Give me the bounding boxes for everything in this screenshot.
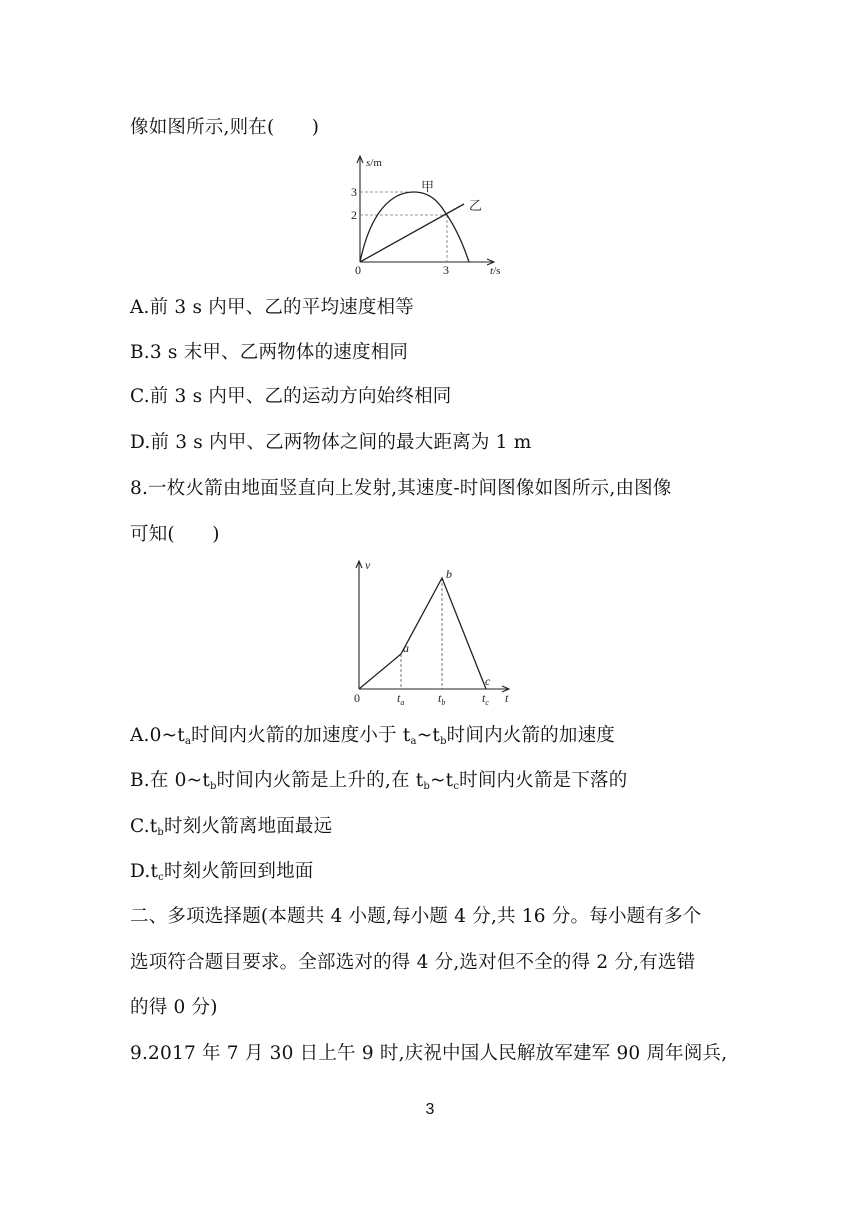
y-tick-3: 3 <box>351 185 357 199</box>
series-velocity <box>359 578 486 689</box>
point-label-a: a <box>403 641 409 655</box>
option-7c: C.前 3 s 内甲、乙的运动方向始终相同 <box>130 386 452 407</box>
section-2-line-2: 选项符合题目要求。全部选对的得 4 分,选对但不全的得 2 分,有选错 <box>130 952 696 973</box>
option-8d: $D.t_c$时刻火箭回到地面 <box>130 861 314 883</box>
series-yi-line <box>360 204 464 262</box>
option-7b: B.3 s 末甲、乙两物体的速度相同 <box>130 342 409 363</box>
point-label-c: c <box>485 674 491 688</box>
x-tick-ta: $t_a$ <box>397 691 405 707</box>
option-7a: A.前 3 s 内甲、乙的平均速度相等 <box>130 297 414 318</box>
question-7-tail: 像如图所示,则在( ) <box>130 117 320 138</box>
x-axis-label: t/s <box>490 265 501 276</box>
question-9-line-1: 9.2017 年 7 月 30 日上午 9 时,庆祝中国人民解放军建军 90 周年阅兵, <box>130 1043 728 1064</box>
y-axis-label: s/m <box>366 157 382 169</box>
y-axis-label: v <box>365 558 371 572</box>
origin-label: 0 <box>354 691 360 705</box>
figure-v-t-graph <box>345 556 520 711</box>
question-8-line-2: 可知( ) <box>130 524 220 545</box>
legend-jia: 甲 <box>421 179 435 194</box>
question-8-line-1: 8.一枚火箭由地面竖直向上发射,其速度-时间图像如图所示,由图像 <box>130 478 672 499</box>
y-tick-2: 2 <box>351 208 357 222</box>
point-label-b: b <box>446 567 452 581</box>
option-8a: $A.0\sim t_a$时间内火箭的加速度小于 $t_a\sim t_b$时间内火箭的加速度 <box>130 725 615 747</box>
option-7d: D.前 3 s 内甲、乙两物体之间的最大距离为 1 m <box>130 432 532 453</box>
legend-yi: 乙 <box>469 198 483 213</box>
option-8c: $C.t_b$时刻火箭离地面最远 <box>130 816 333 838</box>
section-2-line-3: 的得 0 分) <box>130 997 218 1018</box>
x-tick-tc: $t_c$ <box>482 691 489 707</box>
section-2-line-1: 二、多项选择题(本题共 4 小题,每小题 4 分,共 16 分。每小题有多个 <box>130 906 702 927</box>
option-8b: B.在 $0\sim t_b$时间内火箭是上升的,在 $t_b\sim t_c$时间内火箭是下落的 <box>130 770 628 792</box>
x-tick-3: 3 <box>443 263 449 276</box>
x-axis-label: t <box>505 691 509 705</box>
figure-s-t-graph <box>345 152 520 276</box>
x-tick-tb: $t_b$ <box>438 691 446 707</box>
series-jia-curve <box>360 192 469 262</box>
page-number: 3 <box>425 1101 435 1118</box>
origin-label: 0 <box>355 263 361 276</box>
